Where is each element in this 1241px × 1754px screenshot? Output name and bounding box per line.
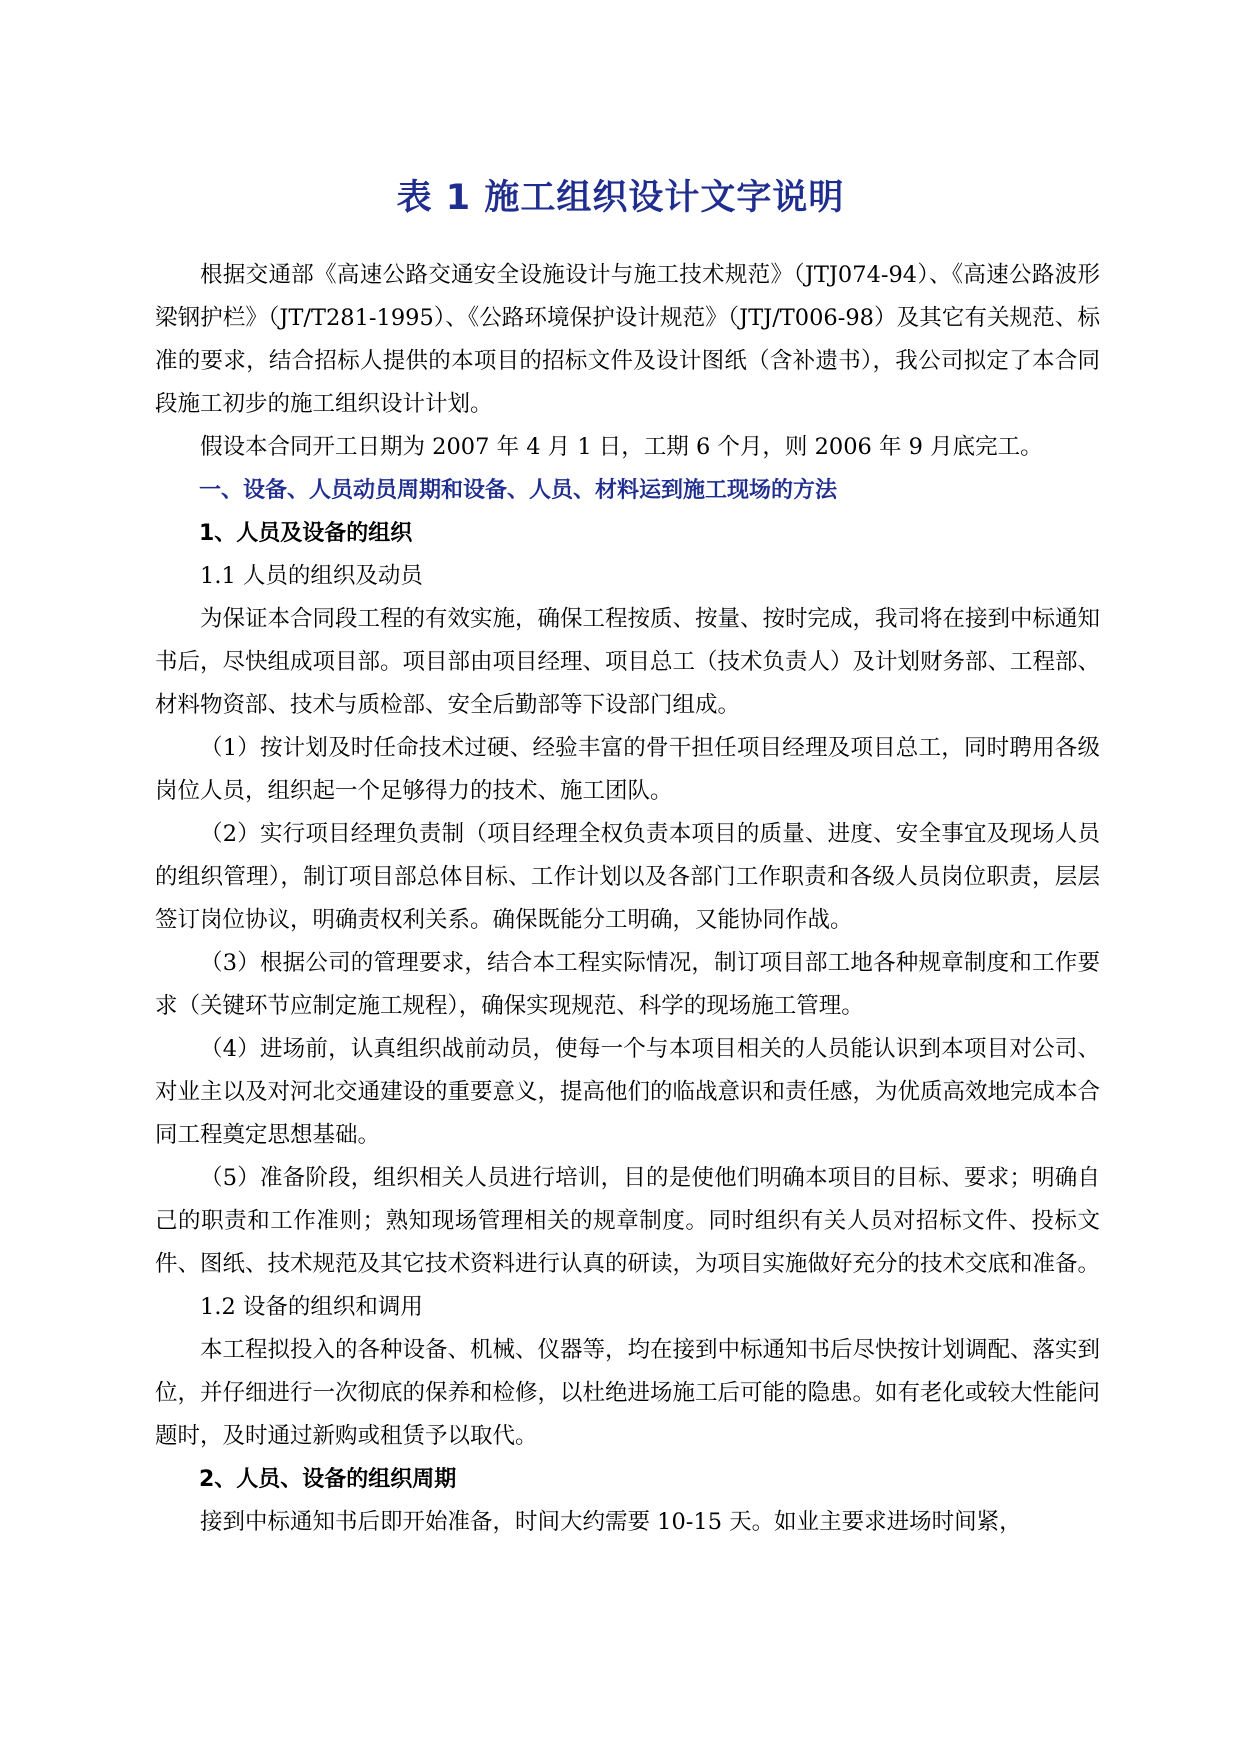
subsection-heading-1-1: 1.1 人员的组织及动员 xyxy=(200,563,423,589)
list-item-4: （4）进场前，认真组织战前动员，使每一个与本项目相关的人员能认识到本项目对公司、对业主以及对河北交通建设的重要意义，提高他们的临战意识和责任感，为优质高效地完成本合同工程奠定思想基础。 xyxy=(155,1036,1101,1148)
page-title: 表 1 施工组织设计文字说明 xyxy=(396,178,845,218)
subsection-heading-1-2: 1.2 设备的组织和调用 xyxy=(200,1294,423,1320)
list-item-2: （2）实行项目经理负责制（项目经理全权负责本项目的质量、进度、安全事宜及现场人员的组织管理），制订项目部总体目标、工作计划以及各部门工作职责和各级人员岗位职责，层层签订岗位协议，明确责权利关系。确保既能分工明确，又能协同作战。 xyxy=(155,821,1100,933)
paragraph-assumption: 假设本合同开工日期为 2007 年 4 月 1 日，工期 6 个月，则 2006 年 9 月底完工。 xyxy=(200,434,1043,460)
subsection-heading-2: 2、人员、设备的组织周期 xyxy=(199,1467,457,1492)
paragraph-1-2: 本工程拟投入的各种设备、机械、仪器等，均在接到中标通知书后尽快按计划调配、落实到位，并仔细进行一次彻底的保养和检修，以杜绝进场施工后可能的隐患。如有老化或较大性能问题时，及时通过新购或租赁予以取代。 xyxy=(155,1337,1101,1449)
document-body xyxy=(155,254,1100,1544)
list-item-3: （3）根据公司的管理要求，结合本工程实际情况，制订项目部工地各种规章制度和工作要求（关键环节应制定施工规程），确保实现规范、科学的现场施工管理。 xyxy=(155,950,1100,1019)
subsection-heading-1: 1、人员及设备的组织 xyxy=(199,521,413,546)
paragraph-intro: 根据交通部《高速公路交通安全设施设计与施工技术规范》（JTJ074-94）、《高速公路波形梁钢护栏》（JT/T281-1995）、《公路环境保护设计规范》（JTJ/T006-98）及其它有关规范、标准的要求，结合招标人提供的本项目的招标文件及设计图纸（含补遗书），我公司拟定了本合同段施工初步的施工组织设计计划。 xyxy=(155,262,1100,417)
list-item-5: （5）准备阶段，组织相关人员进行培训，目的是使他们明确本项目的目标、要求；明确自己的职责和工作准则；熟知现场管理相关的规章制度。同时组织有关人员对招标文件、投标文件、图纸、技术规范及其它技术资料进行认真的研读，为项目实施做好充分的技术交底和准备。 xyxy=(155,1165,1101,1277)
list-item-1: （1）按计划及时任命技术过硬、经验丰富的骨干担任项目经理及项目总工，同时聘用各级岗位人员，组织起一个足够得力的技术、施工团队。 xyxy=(155,735,1100,804)
paragraph-2: 接到中标通知书后即开始准备，时间大约需要 10-15 天。如业主要求进场时间紧， xyxy=(200,1509,1022,1535)
paragraph-1-1: 为保证本合同段工程的有效实施，确保工程按质、按量、按时完成，我司将在接到中标通知书后，尽快组成项目部。项目部由项目经理、项目总工（技术负责人）及计划财务部、工程部、材料物资部、技术与质检部、安全后勤部等下设部门组成。 xyxy=(155,606,1101,718)
section-heading-1: 一、设备、人员动员周期和设备、人员、材料运到施工现场的方法 xyxy=(199,478,838,503)
